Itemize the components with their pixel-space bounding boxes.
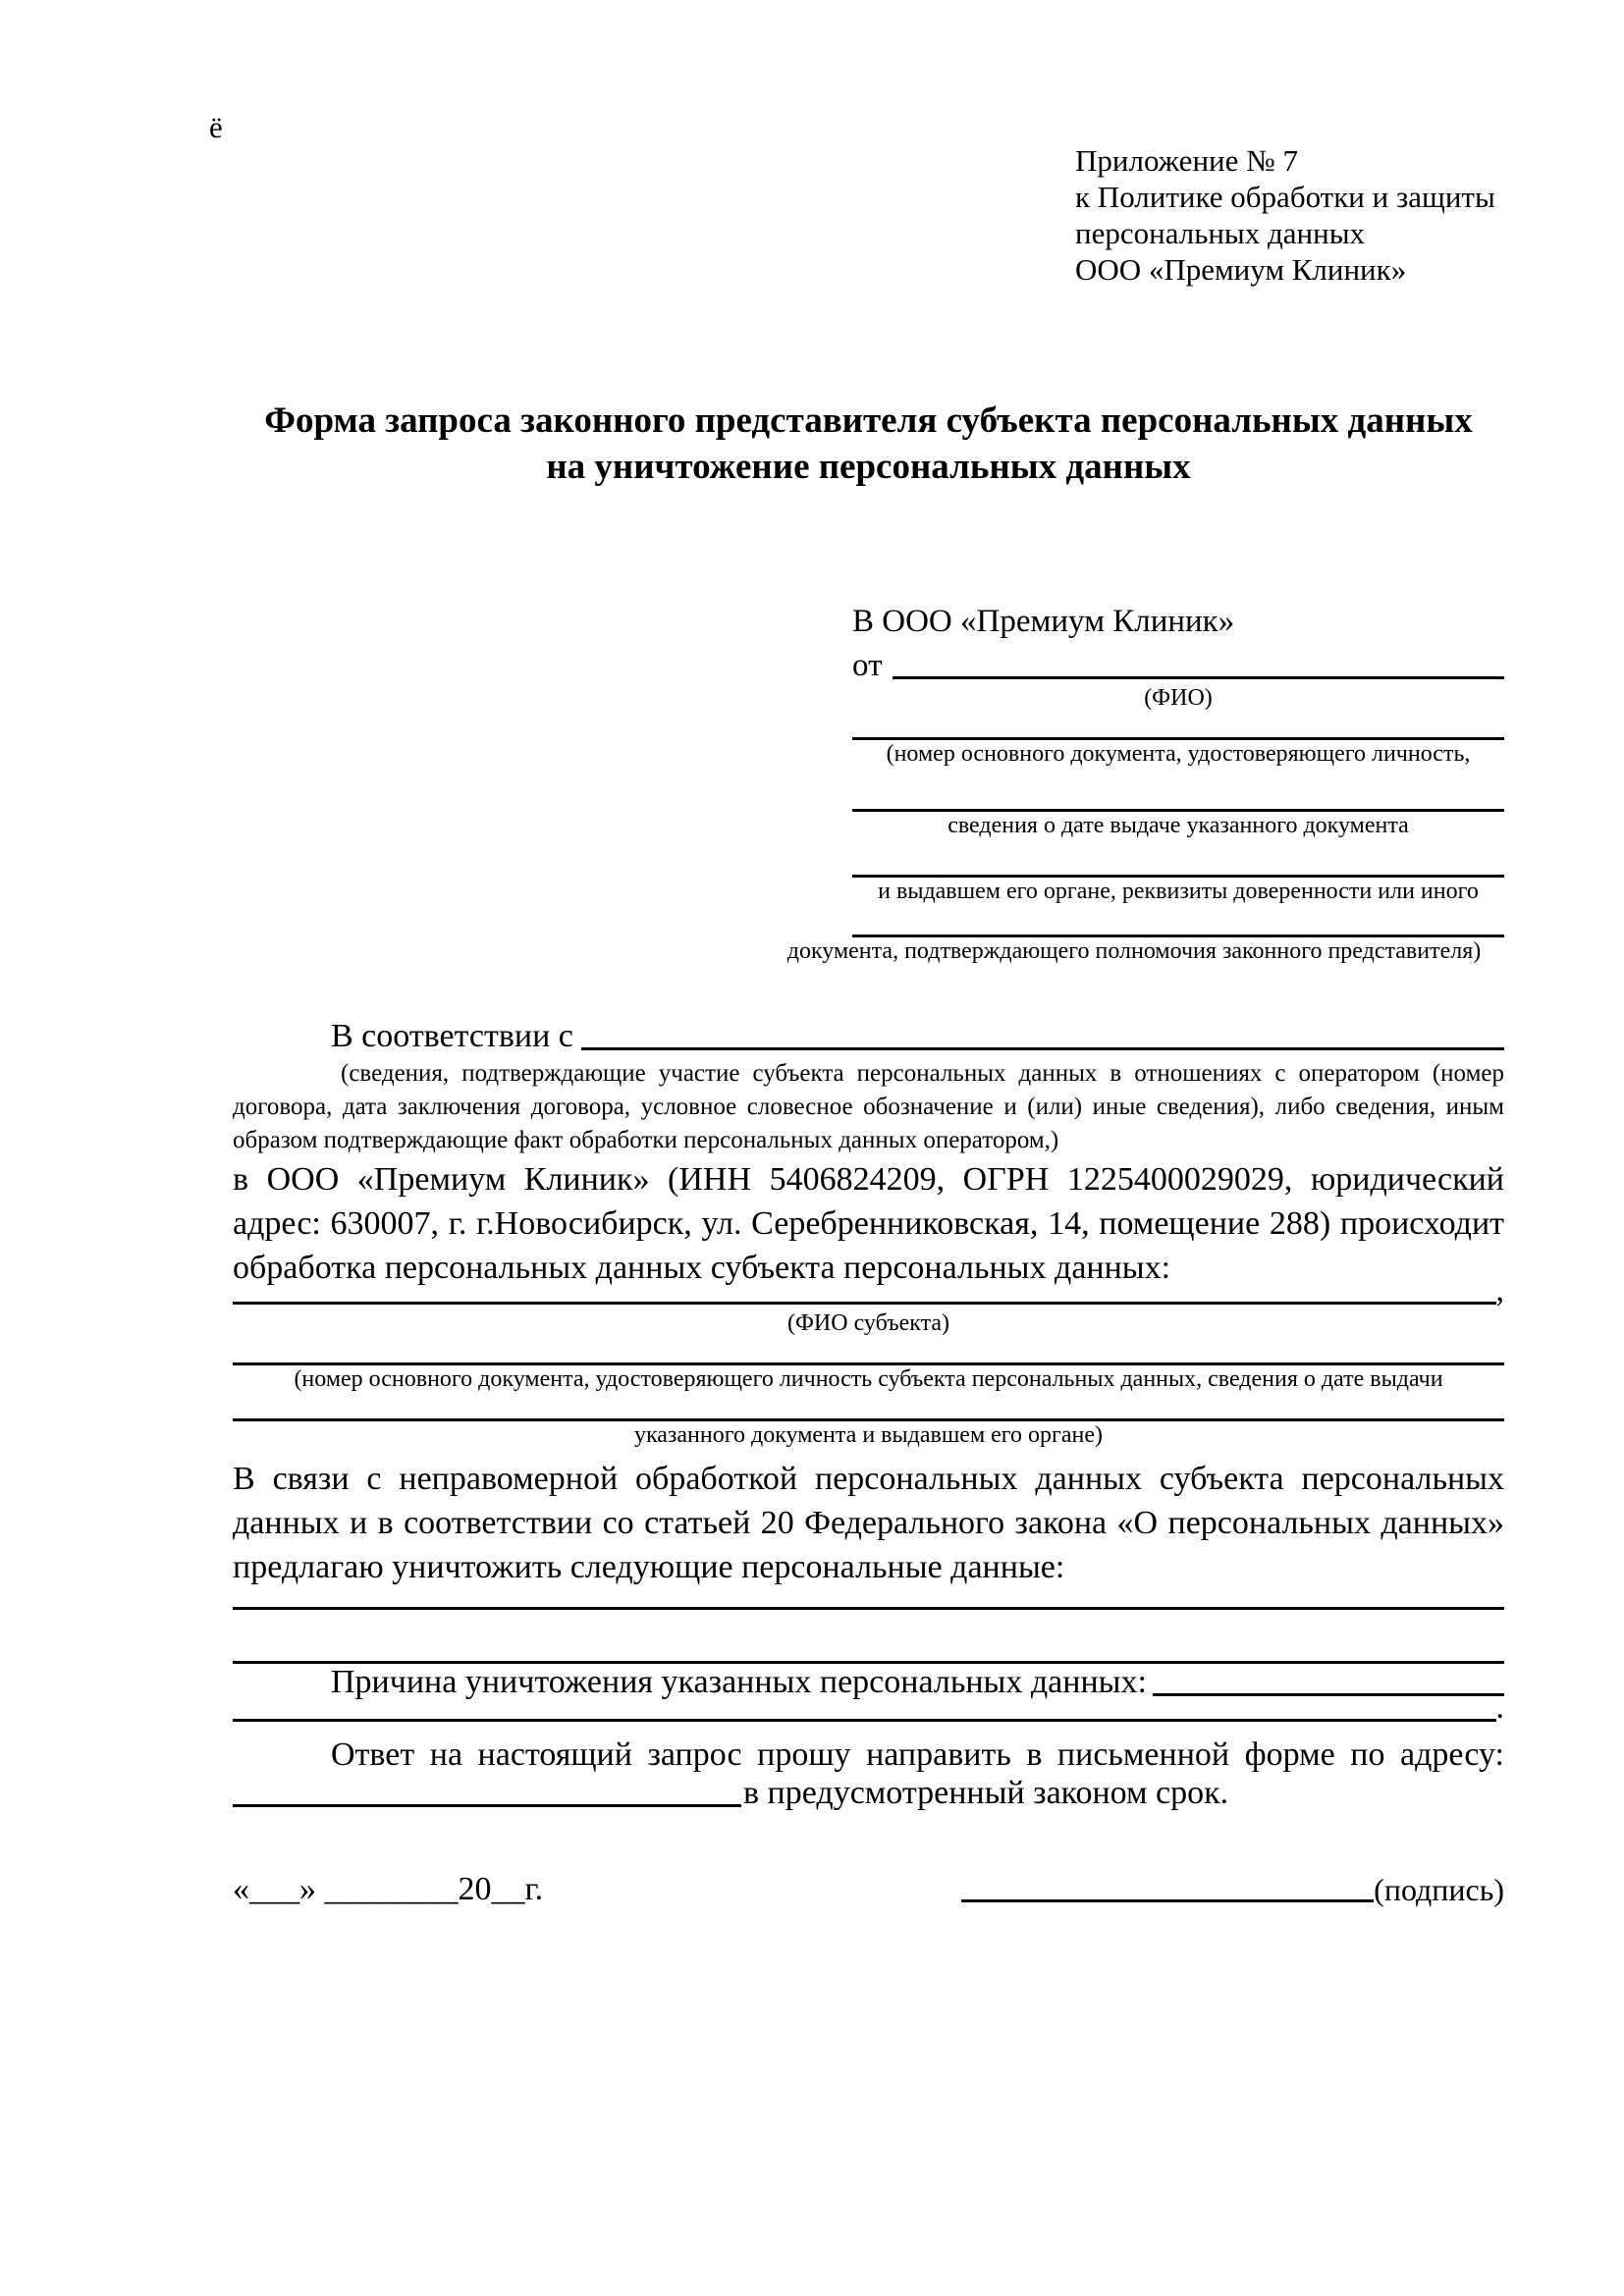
subject-document-blank-line [233, 1337, 1504, 1365]
issuing-authority-blank-line [852, 839, 1504, 878]
signature-line [961, 1899, 1374, 1902]
accordance-blank-line [581, 1047, 1504, 1050]
reply-address-blank-line [233, 1804, 741, 1807]
appendix-line-2: к Политике обработки и защиты [1075, 180, 1495, 214]
document-number-blank-line [852, 712, 1504, 740]
accordance-row [233, 1016, 1504, 1055]
subject-fio-caption: (ФИО субъекта) [786, 1310, 950, 1336]
form-title-line-1: Форма запроса законного представителя субъекта персональных данных [264, 400, 1473, 441]
subject-document-caption-1: (номер основного документа, удостоверяющего личность субъекта персональных данных, сведения о дате выдачи [294, 1366, 1443, 1392]
form-title [233, 398, 1504, 490]
from-row [852, 643, 1504, 684]
reason-label: Причина уничтожения указанных персональных данных: [331, 1664, 1147, 1700]
accordance-label: В соответствии с [331, 1018, 573, 1054]
addressee-block [786, 600, 1504, 965]
subject-document-blank-line-2 [233, 1393, 1504, 1421]
form-title-line-2: на уничтожение персональных данных [546, 447, 1191, 487]
data-to-destroy-blank-line-2 [233, 1610, 1504, 1664]
date-field: «___» ________20__г. [233, 1871, 544, 1907]
authority-document-blank-line [852, 905, 1504, 937]
issue-date-blank-line [852, 768, 1504, 812]
request-paragraph: В связи с неправомерной обработкой персональных данных субъекта персональных данных и в соответствии со статьей 20 Федерального закона «О персональных данных» предлагаю уничтожить следующие персональные данные: [233, 1461, 1504, 1585]
reply-paragraph: Ответ на настоящий запрос прошу направить в письменной форме по адресу: [331, 1736, 1504, 1773]
reason-blank-line-2 [233, 1719, 1496, 1722]
signature-caption: (подпись) [1374, 1872, 1504, 1907]
reason-blank-line [1153, 1693, 1504, 1696]
document-number-caption: (номер основного документа, удостоверяющего личность, [886, 741, 1471, 767]
from-label: от [852, 648, 883, 683]
reason-continuation-row [233, 1689, 1504, 1727]
trailing-period: . [1495, 1689, 1504, 1726]
stray-letter: ё [209, 110, 223, 144]
fio-blank-line [893, 676, 1505, 679]
reason-row [233, 1664, 1504, 1701]
data-to-destroy-blank-line-1 [233, 1589, 1504, 1610]
issue-date-caption: сведения о дате выдаче указанного документа [947, 813, 1409, 838]
issuing-authority-caption: и выдавшем его органе, реквизиты доверенности или иного [878, 879, 1479, 904]
appendix-line-3: персональных данных [1075, 216, 1366, 250]
subject-fio-blank-line [233, 1302, 1496, 1305]
fio-caption: (ФИО) [1144, 685, 1213, 711]
appendix-line-1: Приложение № 7 [1075, 143, 1298, 178]
subject-document-caption-2: указанного документа и выдавшем его органе) [633, 1422, 1104, 1448]
appendix-note [1075, 0, 1504, 288]
accordance-caption: (сведения, подтверждающие участие субъекта персональных данных в отношениях с оператором (номер договора, дата заключения договора, условное словесное обозначение и (или) иные сведения), либо сведения, иным образом подтверждающие факт обработки персональных данных оператором,) [233, 1060, 1504, 1153]
authority-document-caption: документа, подтверждающего полномочия законного представителя) [786, 938, 1482, 964]
appendix-line-4: ООО «Премиум Клиник» [1075, 252, 1407, 287]
operator-paragraph: в ООО «Премиум Клиник» (ИНН 5406824209, ОГРН 1225400029029, юридический адрес: 630007, г. г.Новосибирск, ул. Серебренниковская, 14, помещение 288) происходит обработка персональных данных субъекта персональных данных: [233, 1161, 1504, 1286]
signature-block [961, 1872, 1504, 1908]
date-signature-row [233, 1871, 1504, 1908]
addressee-organization: В ООО «Премиум Клиник» [852, 604, 1235, 639]
trailing-comma: , [1495, 1272, 1504, 1308]
subject-fio-row [233, 1272, 1504, 1309]
reply-address-row [233, 1777, 1504, 1812]
reply-tail-text: в предусмотренный законом срок. [743, 1775, 1229, 1811]
